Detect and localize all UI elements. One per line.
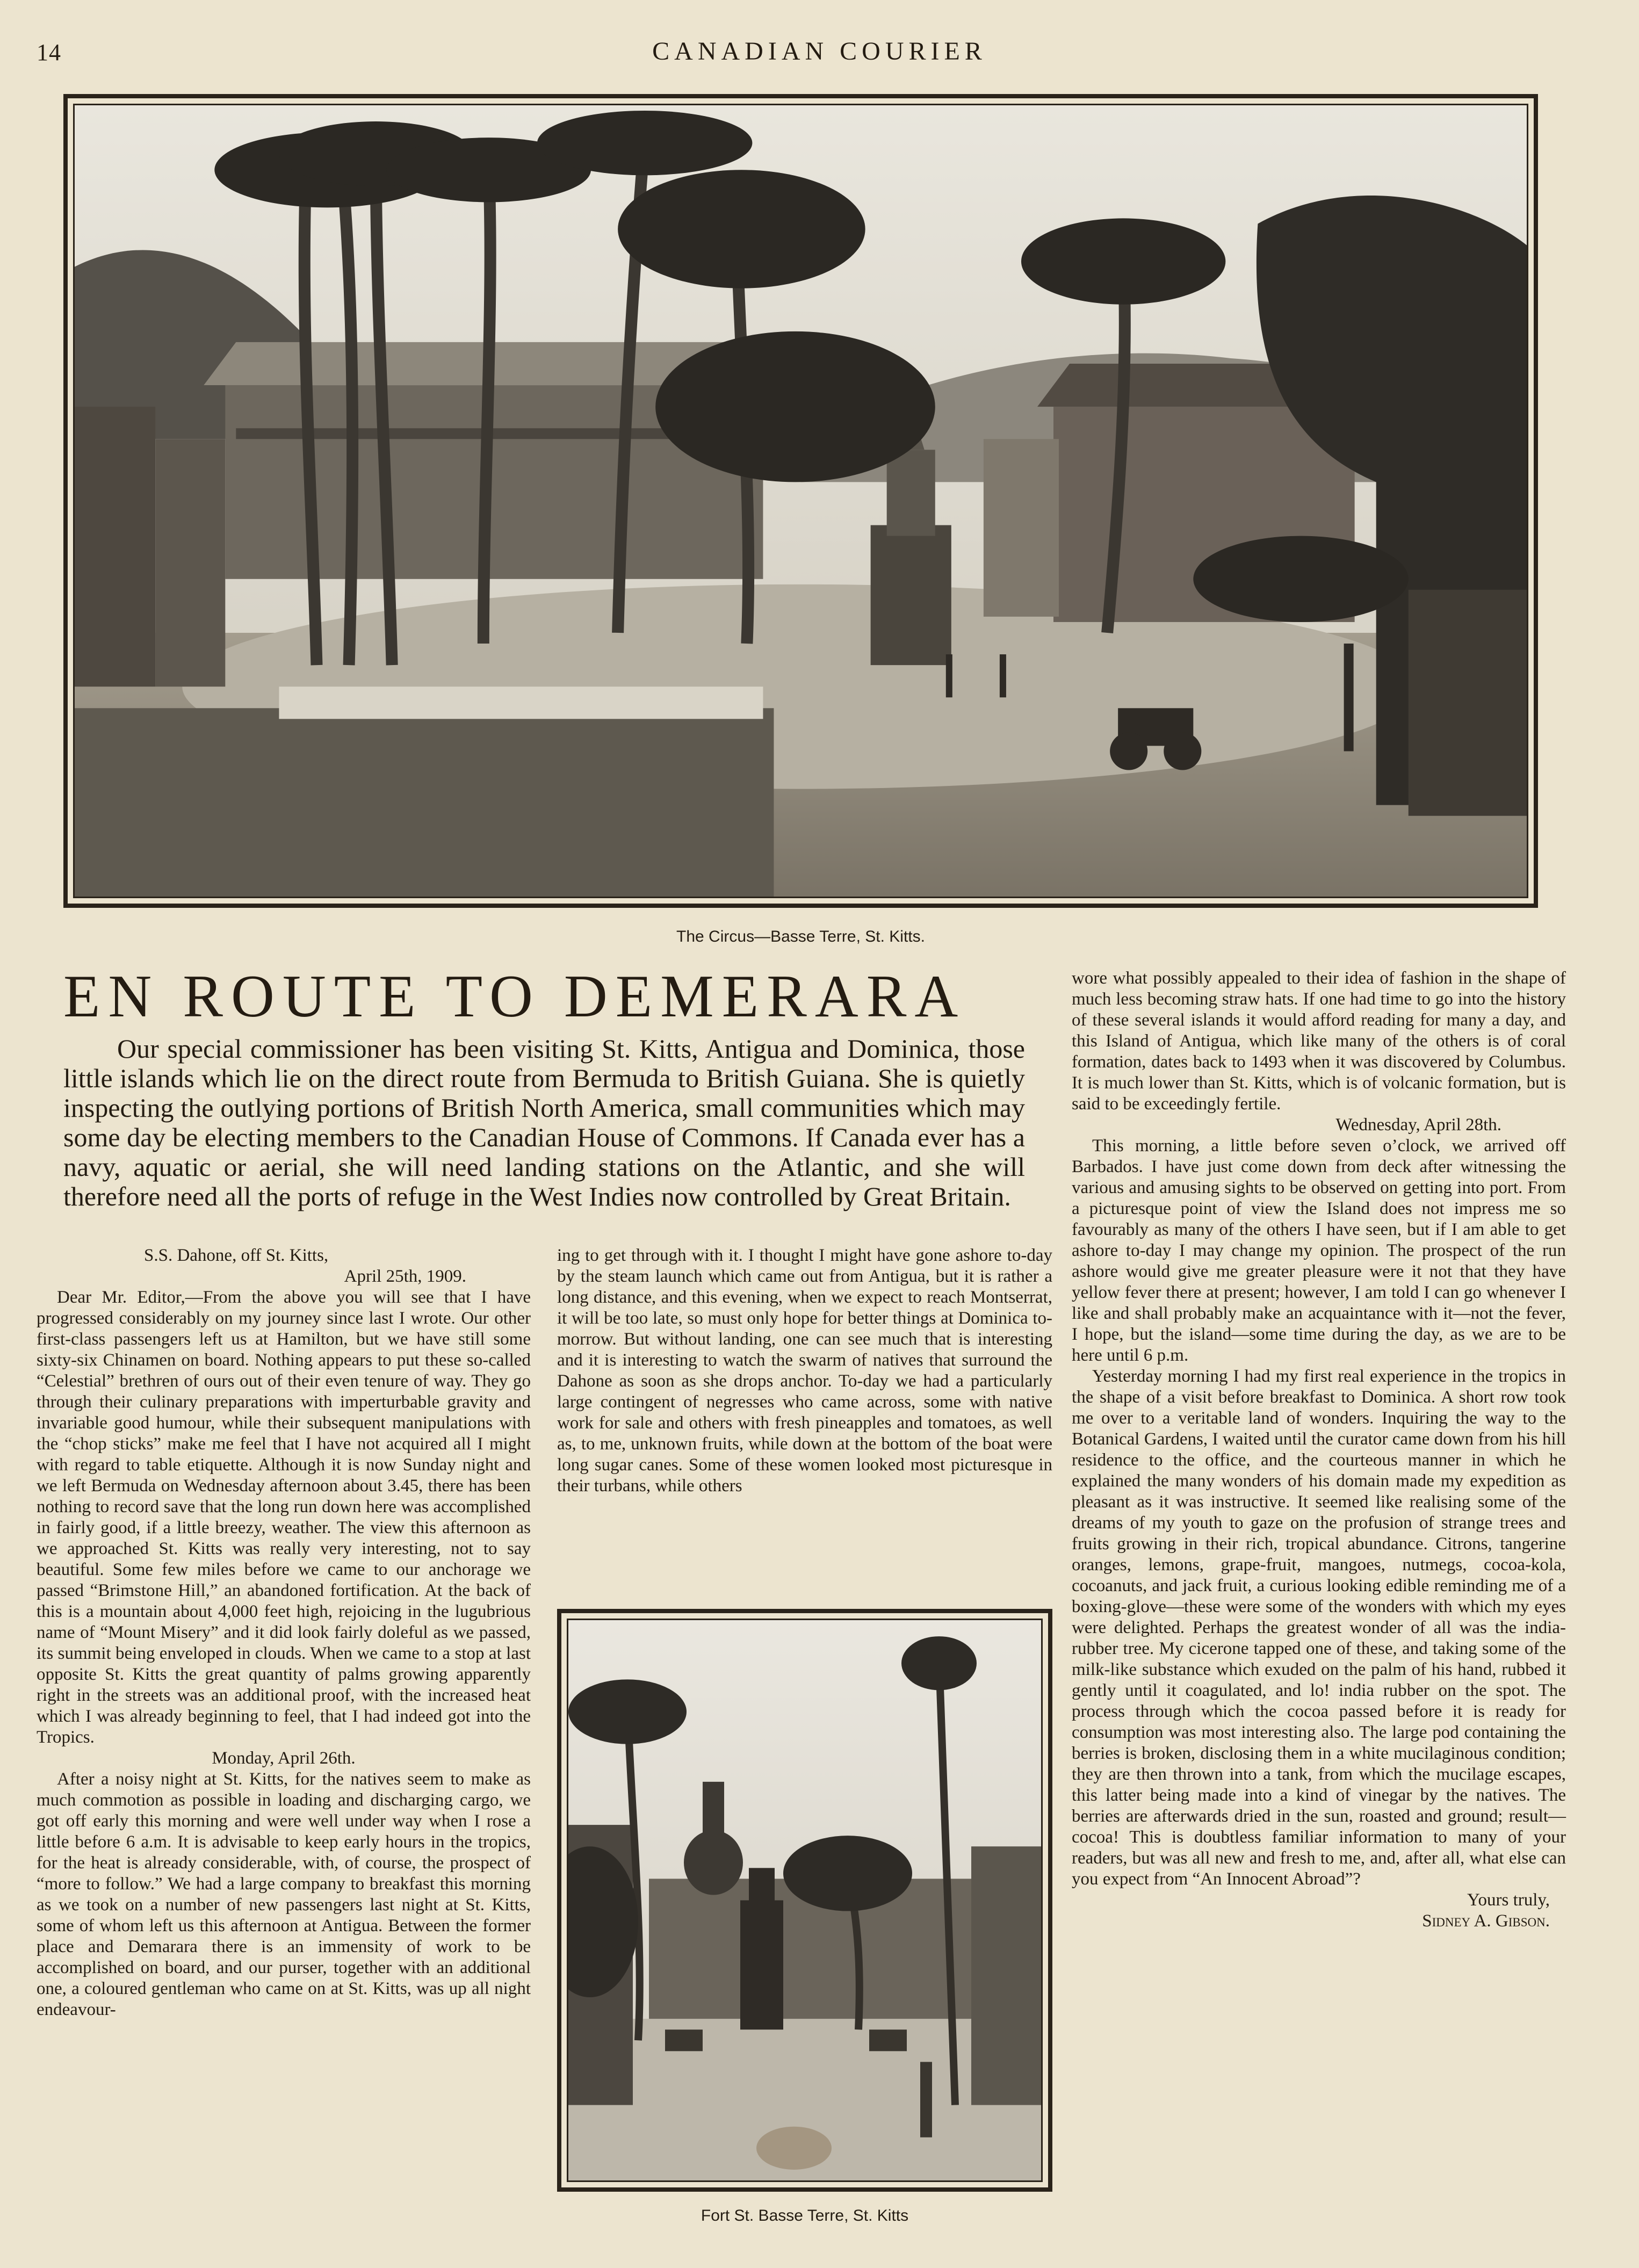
article-headline: EN ROUTE TO DEMERARA bbox=[63, 963, 966, 1030]
paragraph: After a noisy night at St. Kitts, for the natives seem to make as much commotion as possible in loading and discharging cargo, we got off early this morning and were well under way when I rose a little before 6 a.m. It is advisable to keep early hours in the tropics, for the heat is already considerable, with, of course, the prospect of “more to follow.” We had a large company to breakfast this morning as we took on a number of new passengers last night at St. Kitts, some of whom left us this afternoon at Antigua. Between the former place and Demarara there is an immensity of work to be accomplished on board, and our purser, together with an additional one, a coloured gentleman who came on at St. Kitts, was up all night endeavour- bbox=[37, 1769, 531, 2019]
paragraph: Yesterday morning I had my first real experience in the tropics in the shape of a visit before breakfast to Dominica. A short row took me over to a veritable land of wonders. Inquiring the way to the Botanical Gardens, I waited until the curator came down from his hill residence to the office, and the courteous manner in which he explained the many wonders of his domain made my expedition as pleasant as it was instructive. It seemed like realising some of the dreams of my youth to gaze on the profusion of strange trees and fruits growing in their rich, tropical abundance. Citrons, tangerine oranges, lemons, grape-fruit, mangoes, nutmegs, cocoa-kola, cocoanuts, and jack fruit, a curious looking edible reminding me of a boxing-glove—these were some of the wonders with which my eyes were delighted. Perhaps the greatest wonder of all was the india-rubber tree. My cicerone tapped one of these, and taking some of the milk-like substance which exuded on the palm of his hand, rubbed it gently until it coagulated, and lo! india rubber on the spot. The process through which the cocoa passed before it is ready for consumption was most interesting also. The large pod containing the berries is broken, disclosing them in a white mucilaginous condition; they are then thrown into a tank, from which the mucilage escapes, this latter being made into a kind of vinegar by the natives. The berries are afterwards dried in the sun, roasted and ground; result—cocoa! This is doubtless familiar information to many of your readers, but was all new and fresh to me, and, after all, what else can you expect from “An Innocent Abroad”? bbox=[1072, 1367, 1566, 1889]
paragraph: wore what possibly appealed to their idea of fashion in the shape of much less becoming straw hats. If one had time to go into the history of these several islands it would afford reading for many a day, and this Island of Antigua, which like many of the others is of coral formation, dates back to 1493 when it was discovered by Columbus. It is much lower than St. Kitts, which is of volcanic formation, but is said to be exceedingly fertile. bbox=[1072, 969, 1566, 1114]
page-number: 14 bbox=[37, 39, 61, 66]
column-1 bbox=[37, 1245, 531, 2020]
circus-photo-image bbox=[75, 105, 1527, 897]
dateline-place: S.S. Dahone, off St. Kitts, bbox=[144, 1246, 329, 1265]
fort-photograph bbox=[557, 1609, 1052, 2192]
date-heading-monday: Monday, April 26th. bbox=[212, 1749, 356, 1768]
article-intro: Our special commissioner has been visiting St. Kitts, Antigua and Dominica, those little islands which lie on the direct route from Bermuda to British Guiana. She is quietly inspecting the outlying portions of British North America, small communities which may some day be electing members to the Canadian House of Commons. If Canada ever has a navy, aquatic or aerial, she will need landing stations on the Atlantic, and she will therefore need all the ports of refuge in the West Indies now controlled by Great Britain. bbox=[63, 1034, 1025, 1211]
dateline-date: April 25th, 1909. bbox=[344, 1267, 466, 1286]
date-heading-wednesday: Wednesday, April 28th. bbox=[1335, 1115, 1501, 1135]
fort-photo-image bbox=[568, 1620, 1041, 2180]
column-2 bbox=[557, 1245, 1052, 1497]
paragraph: ing to get through with it. I thought I might have gone ashore to-day by the steam launch which came out from Antigua, but it is rather a long distance, and this evening, when we expect to reach Montserrat, it will be too late, so must only hope for better things at Dominica to-morrow. But without landing, one can see much that is interesting and it is interesting to watch the swarm of natives that surround the Dahone as soon as she drops anchor. To-day we had a particularly large contingent of negresses who came across, some with native work for sale and others with fresh pineapples and tomatoes, as well as, to me, unknown fruits, while down at the bottom of the boat were long sugar canes. Some of these women looked most picturesque in their turbans, while others bbox=[557, 1246, 1052, 1496]
signature: Sidney A. Gibson. bbox=[1422, 1911, 1550, 1931]
paragraph: This morning, a little before seven o’clock, we arrived off Barbados. I have just come down from deck after witnessing the various and amusing sights to be observed on getting into port. From a picturesque point of view the Island does not impress me so favourably as many of the others I have seen, but if I am able to get ashore to-day I may change my opinion. The prospect of the run ashore would give me greater pleasure were it not that they have yellow fever there at present; however, I am told I can go whenever I like and shall probably make an acquaintance with it—not the fever, I hope, but the island—some time during the day, as we are to be here until 6 p.m. bbox=[1072, 1136, 1566, 1365]
closing: Yours truly, bbox=[1467, 1890, 1550, 1910]
circus-photograph bbox=[63, 94, 1538, 908]
paragraph: Dear Mr. Editor,—From the above you will see that I have progressed considerably on my journey since last I wrote. Our other first-class passengers left us at Hamilton, but we have still some sixty-six Chinamen on board. Nothing appears to put these so-called “Celestial” brethren of ours out of their even tenure of way. They go through their culinary preparations with imperturbable gravity and invariable good humour, while their subsequent manipulations with the “chop sticks” make me feel that I have not acquired all I might with regard to table etiquette. Although it is now Sunday night and we left Bermuda on Wednesday afternoon about 3.45, there has been nothing to record save that the long run down here was accomplished in fairly good, if a little breezy, weather. The view this afternoon as we approached St. Kitts was really very interesting, not to say beautiful. Some few miles before we came to our anchorage we passed “Brimstone Hill,” an abandoned fortification. At the back of this is a mountain about 4,000 feet high, rejoicing in the lugubrious name of “Mount Misery” and it did look fairly doleful as we passed, its summit being enveloped in clouds. When we came to a stop at last opposite St. Kitts the great quantity of palms growing apparently right in the streets was an additional proof, with the increased heat which I was already beginning to feel, that I had indeed got into the Tropics. bbox=[37, 1288, 531, 1747]
running-head: CANADIAN COURIER bbox=[652, 37, 987, 66]
bottom-photo-caption: Fort St. Basse Terre, St. Kitts bbox=[701, 2207, 909, 2224]
column-3 bbox=[1072, 968, 1566, 1932]
top-photo-caption: The Circus—Basse Terre, St. Kitts. bbox=[676, 928, 925, 945]
